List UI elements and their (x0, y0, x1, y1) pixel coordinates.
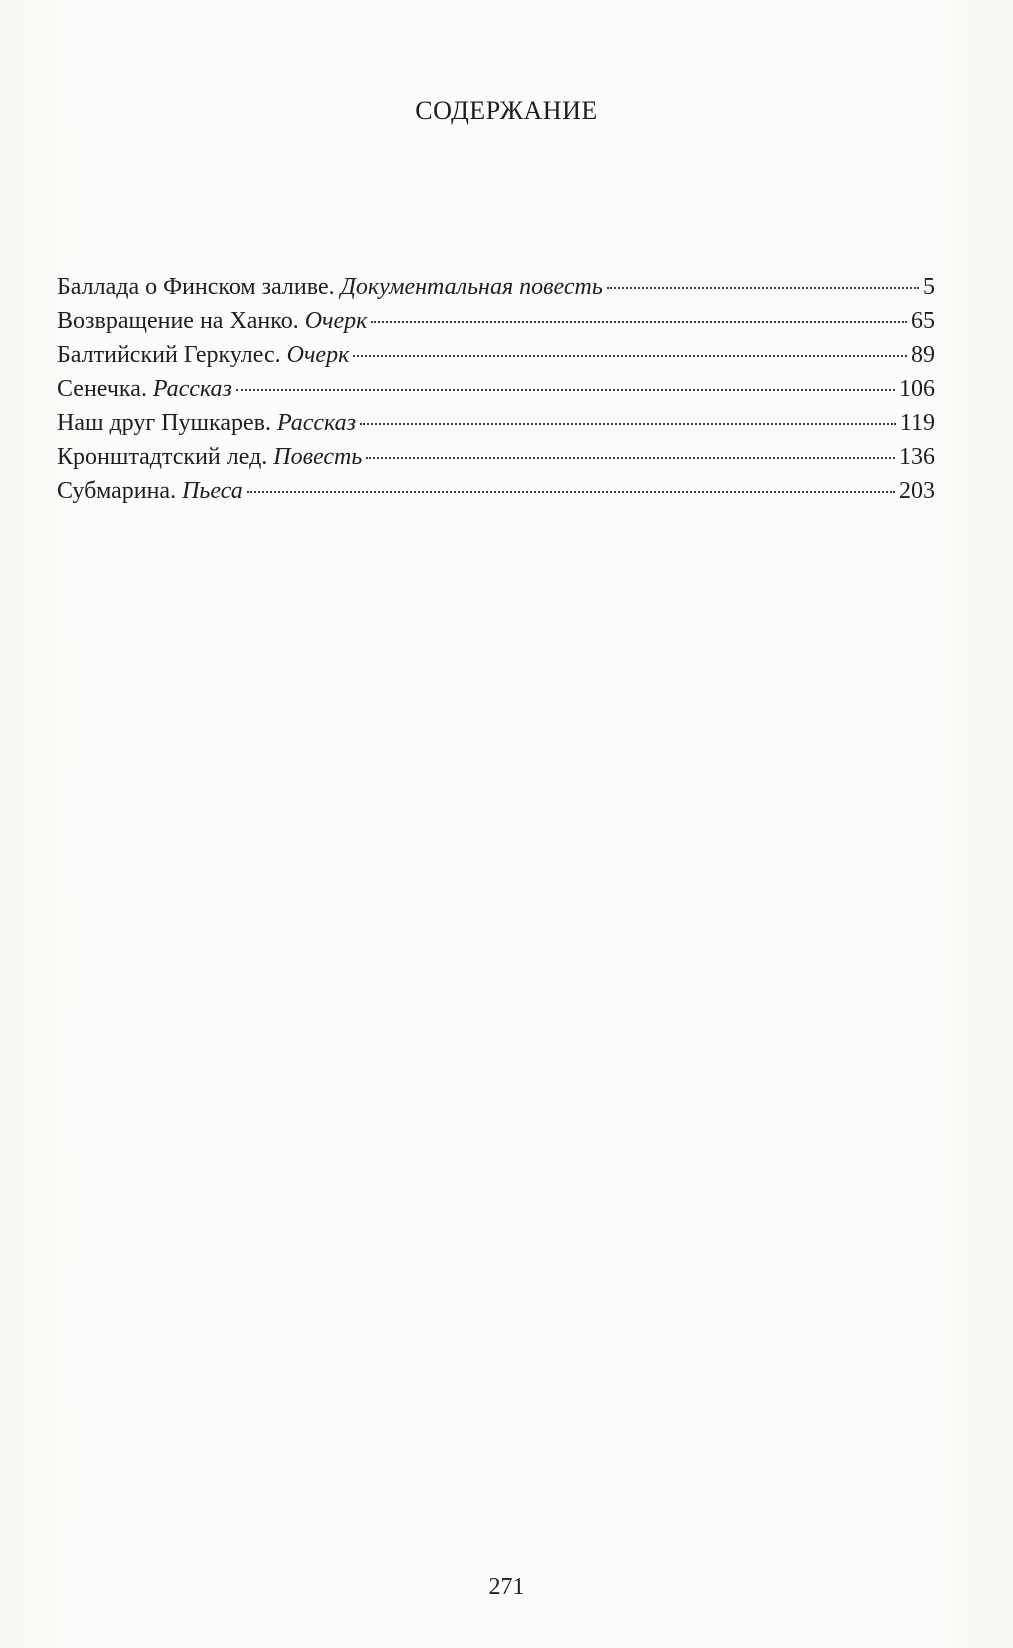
toc-entry (57, 440, 935, 474)
toc-entry (57, 372, 935, 406)
dot-leader (247, 491, 895, 493)
toc-entry-title: Возвращение на Ханко. (57, 308, 299, 334)
page-number: 271 (488, 1574, 525, 1600)
toc-entry-genre: Рассказ (276, 410, 356, 436)
toc-entry-genre: Повесть (273, 444, 363, 470)
toc-entry-title: Сенечка. (57, 376, 147, 402)
dot-leader (607, 287, 919, 289)
toc-entry-title: Баллада о Финском заливе. (57, 274, 335, 300)
toc-entry-page: 106 (899, 376, 935, 402)
toc-entry-page: 203 (899, 478, 935, 504)
dot-leader (366, 457, 895, 459)
toc-entry-genre: Документальная повесть (340, 274, 603, 300)
toc-entry-genre: Рассказ (152, 376, 232, 402)
toc-entry (57, 406, 935, 440)
toc-entry (57, 474, 935, 508)
dot-leader (353, 355, 907, 357)
dot-leader (371, 321, 907, 323)
toc-entry-genre: Очерк (286, 342, 350, 368)
toc-entry-title: Кронштадтский лед. (57, 444, 268, 470)
toc-entry-title: Субмарина. (57, 478, 177, 504)
dot-leader (360, 423, 896, 425)
toc-entry-page: 5 (923, 274, 935, 300)
toc-entry-page: 89 (911, 342, 935, 368)
toc-entry (57, 304, 935, 338)
toc-entry (57, 270, 935, 304)
toc-entry-title: Балтийский Геркулес. (57, 342, 281, 368)
toc-entry-genre: Очерк (304, 308, 368, 334)
toc-entry (57, 338, 935, 372)
toc-entry-page: 65 (911, 308, 935, 334)
contents-heading: СОДЕРЖАНИЕ (415, 96, 598, 125)
dot-leader (236, 389, 895, 391)
toc-entry-genre: Пьеса (182, 478, 243, 504)
toc-entry-page: 136 (899, 444, 935, 470)
table-of-contents (57, 270, 935, 508)
toc-entry-title: Наш друг Пушкарев. (57, 410, 271, 436)
toc-entry-page: 119 (899, 410, 935, 436)
